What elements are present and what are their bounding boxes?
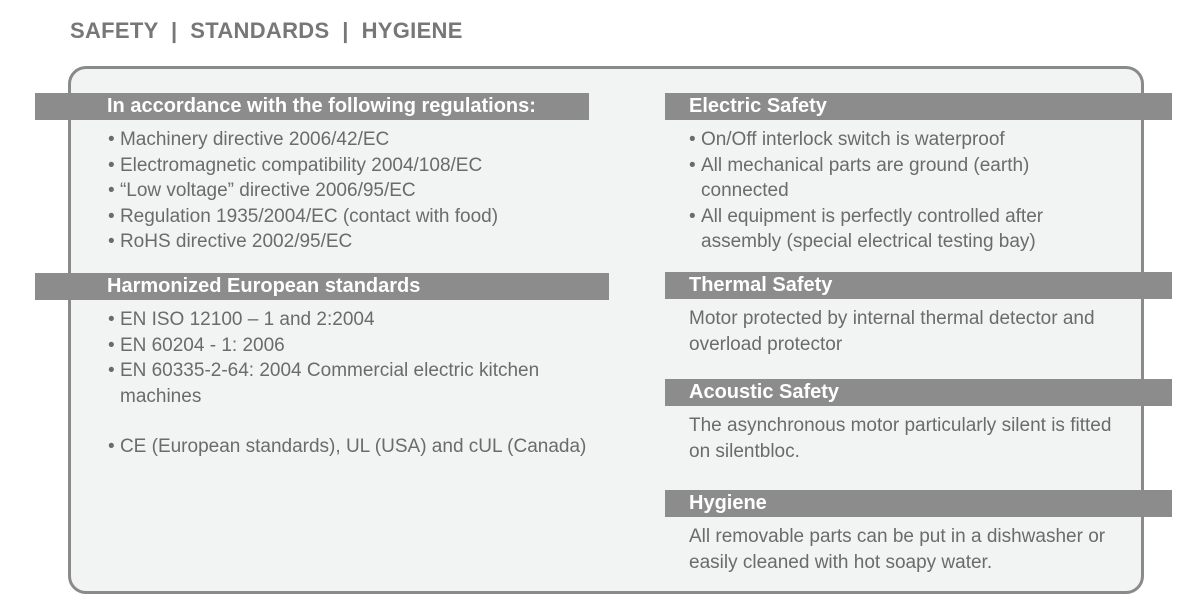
list-item: • EN 60335-2-64: 2004 Commercial electric kitchen machines [108, 358, 600, 409]
standards-list [108, 307, 600, 460]
list-item: • EN 60204 - 1: 2006 [108, 333, 600, 359]
thermal-safety-text [689, 306, 1114, 357]
list-item: • Regulation 1935/2004/EC (contact with food) [108, 204, 608, 230]
page-title: SAFETY | STANDARDS | HYGIENE [70, 18, 463, 43]
hygiene-heading: Hygiene [665, 490, 1172, 517]
acoustic-safety-heading: Acoustic Safety [665, 379, 1172, 406]
regulations-heading: In accordance with the following regulations: [35, 93, 589, 120]
hygiene-text [689, 524, 1139, 575]
thermal-safety-heading: Thermal Safety [665, 272, 1172, 299]
list-item: • All equipment is perfectly controlled after assembly (special electrical testing bay) [689, 204, 1099, 255]
acoustic-safety-paragraph: The asynchronous motor particularly silent is fitted on silentbloc. [689, 415, 1112, 462]
list-item: • On/Off interlock switch is waterproof [689, 127, 1099, 153]
electric-safety-list [689, 127, 1099, 255]
hygiene-paragraph: All removable parts can be put in a dishwasher or easily cleaned with hot soapy water. [689, 526, 1106, 573]
thermal-safety-paragraph: Motor protected by internal thermal detector and overload protector [689, 308, 1095, 355]
list-item: • All mechanical parts are ground (earth) connected [689, 153, 1099, 204]
electric-safety-heading: Electric Safety [665, 93, 1172, 120]
list-item: • “Low voltage” directive 2006/95/EC [108, 178, 608, 204]
list-item: • Machinery directive 2006/42/EC [108, 127, 608, 153]
list-item: • CE (European standards), UL (USA) and cUL (Canada) [108, 434, 600, 460]
list-item: • EN ISO 12100 – 1 and 2:2004 [108, 307, 600, 333]
acoustic-safety-text [689, 413, 1119, 464]
list-item: • Electromagnetic compatibility 2004/108/EC [108, 153, 608, 179]
regulations-list [108, 127, 608, 255]
standards-heading: Harmonized European standards [35, 273, 609, 300]
list-item: • RoHS directive 2002/95/EC [108, 229, 608, 255]
